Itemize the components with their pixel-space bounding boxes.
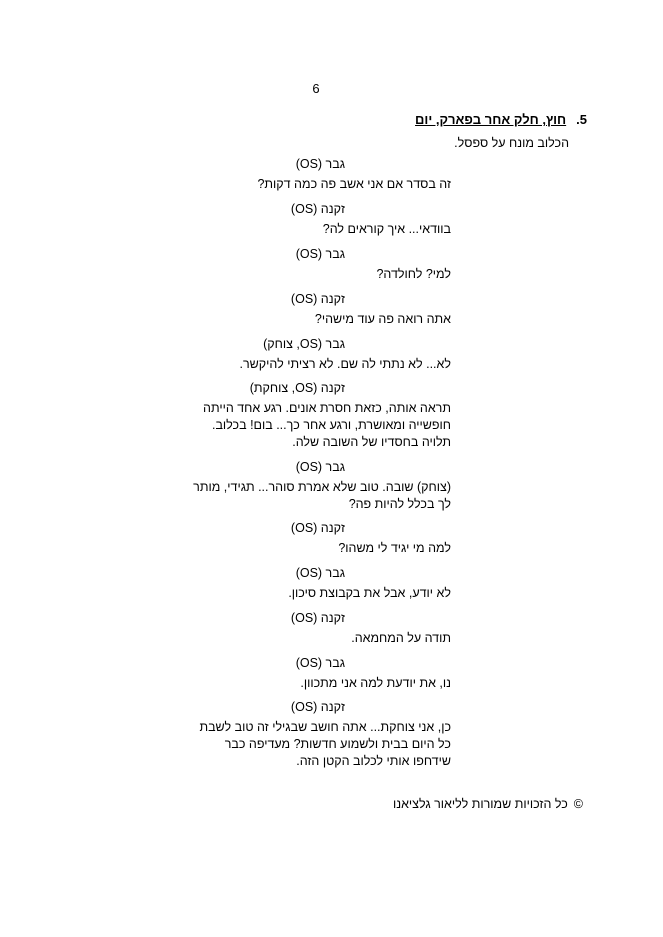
character-name: גבר (OS): [295, 656, 345, 670]
dialogue-text: זה בסדר אם אני אשב פה כמה דקות?: [257, 177, 451, 191]
character-name: זקנה (OS): [290, 611, 345, 625]
character-name: גבר (OS, צוחק): [263, 337, 345, 351]
action-line: הכלוב מונח על ספסל.: [454, 136, 569, 150]
dialogue-text: נו, את יודעת למה אני מתכוון.: [300, 676, 451, 690]
dialogue-text: בוודאי... איך קוראים לה?: [322, 222, 451, 236]
character-name: גבר (OS): [295, 566, 345, 580]
dialogue-text: לא... לא נתתי לה שם. לא רציתי להיקשר.: [239, 357, 451, 371]
dialogue-text: תראה אותה, כזאת חסרת אונים. רגע אחד הייתה חופשייה ומאושרת, ורגע אחר כך... בום! בכלוב. תלויה בחסדיו של השובה שלה.: [203, 401, 451, 449]
character-name: גבר (OS): [295, 157, 345, 171]
page-number: 6: [312, 81, 320, 96]
dialogue-text: למה מי יגיד לי משהו?: [338, 541, 451, 555]
dialogue-text: אתה רואה פה עוד מישהי?: [314, 312, 451, 326]
scene-number: 5.: [576, 112, 587, 127]
dialogue-text: כן, אני צוחקת... אתה חושב שבגילי זה טוב לשבת כל היום בבית ולשמוע חדשות? מעדיפה כבר שידחפו אותי לכלוב הקטן הזה.: [199, 720, 451, 768]
dialogue-text: לא יודע, אבל את בקבוצת סיכון.: [288, 586, 451, 600]
dialogue-text: תודה על המחמאה.: [351, 631, 451, 645]
scene-heading-text: חוץ, חלק אחר בפארק, יום: [415, 112, 567, 127]
character-name: גבר (OS): [295, 247, 345, 261]
copyright-text: כל הזכויות שמורות לליאור גלציאנו: [392, 797, 568, 811]
character-name: זקנה (OS): [290, 700, 345, 714]
character-name: זקנה (OS): [290, 292, 345, 306]
dialogue-text: (צוחק) שובה. טוב שלא אמרת סוהר... תגידי, מותר לך בכלל להיות פה?: [193, 480, 451, 511]
character-name: זקנה (OS): [290, 202, 345, 216]
copyright-symbol: ©: [573, 797, 583, 811]
dialogue-text: למי? לחולדה?: [376, 267, 451, 281]
character-name: זקנה (OS): [290, 521, 345, 535]
copyright-footer: [393, 797, 583, 811]
character-name: זקנה (OS, צוחקת): [249, 381, 345, 395]
character-name: גבר (OS): [295, 460, 345, 474]
scene-heading: [415, 112, 587, 127]
